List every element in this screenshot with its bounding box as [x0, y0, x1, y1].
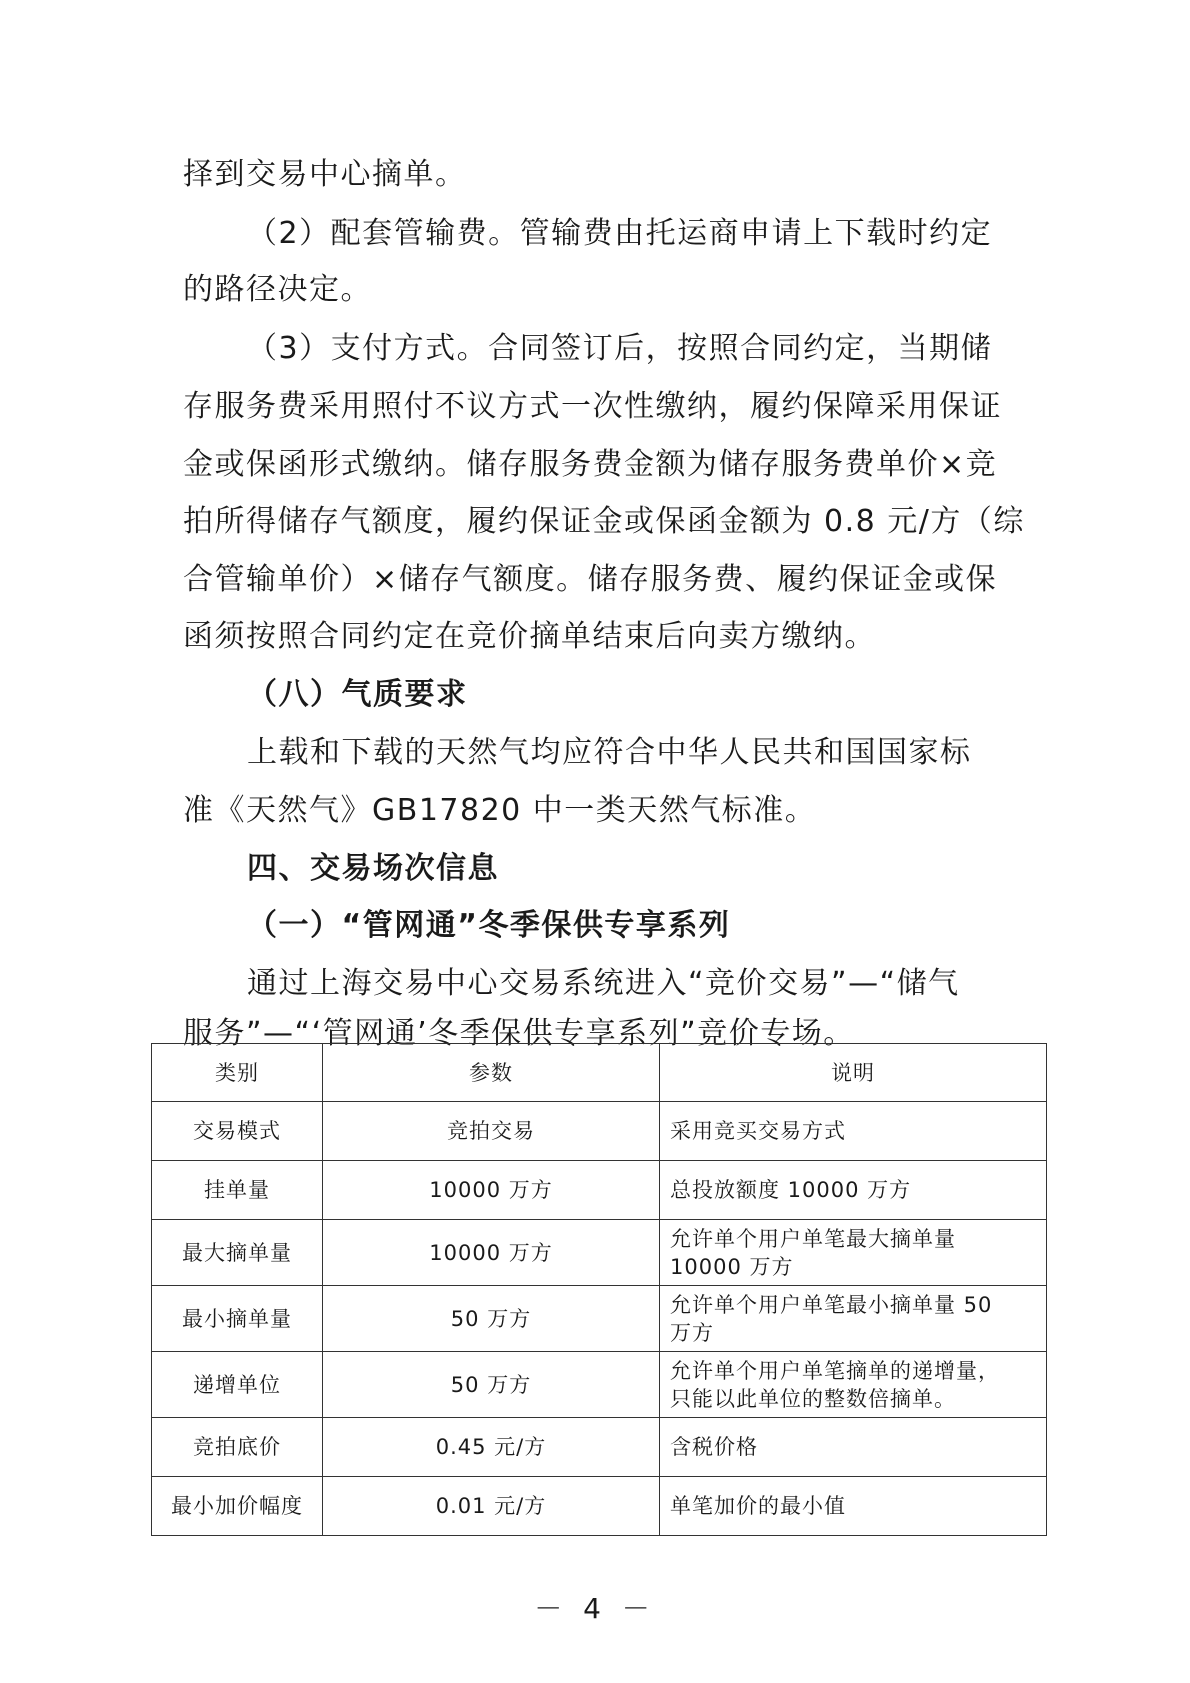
header-description: 说明	[660, 1044, 1047, 1102]
paragraph-line: 函须按照合同约定在竞价摘单结束后向卖方缴纳。	[183, 619, 876, 654]
trading-parameters-table	[151, 1043, 1047, 1536]
paragraph-line: 上载和下载的天然气均应符合中华人民共和国国家标	[247, 735, 972, 770]
row-parameter: 50 万方	[323, 1286, 660, 1352]
table-row	[152, 1161, 1047, 1220]
paragraph-line: （3）支付方式。合同签订后，按照合同约定，当期储	[247, 331, 993, 366]
row-category: 递增单位	[152, 1352, 323, 1418]
row-description	[660, 1352, 1047, 1418]
description-line: 只能以此单位的整数倍摘单。	[670, 1386, 956, 1411]
paragraph-line: 择到交易中心摘单。	[183, 157, 467, 192]
header-category: 类别	[152, 1044, 323, 1102]
paragraph-line: 准《天然气》GB17820 中一类天然气标准。	[183, 793, 817, 828]
paragraph-line: 金或保函形式缴纳。储存服务费金额为储存服务费单价×竞	[183, 447, 998, 482]
row-category: 挂单量	[152, 1161, 323, 1220]
description-line: 万方	[670, 1320, 714, 1345]
row-category: 最小摘单量	[152, 1286, 323, 1352]
section-heading: 四、交易场次信息	[247, 851, 499, 886]
row-category: 交易模式	[152, 1102, 323, 1161]
description-line: 允许单个用户单笔摘单的递增量，	[670, 1358, 1000, 1383]
table-row	[152, 1102, 1047, 1161]
description-line: 10000 万方	[670, 1254, 794, 1279]
row-category: 最小加价幅度	[152, 1477, 323, 1536]
description-line: 允许单个用户单笔最大摘单量	[670, 1226, 956, 1251]
row-description	[660, 1477, 1047, 1536]
row-description	[660, 1418, 1047, 1477]
paragraph-line: 合管输单价）×储存气额度。储存服务费、履约保证金或保	[183, 562, 998, 597]
paragraph-line: 拍所得储存气额度，履约保证金或保函金额为 0.8 元/方（综	[183, 504, 1025, 539]
description-line: 总投放额度 10000 万方	[670, 1178, 912, 1202]
page-number: － 4 －	[534, 1592, 656, 1625]
table-row	[152, 1352, 1047, 1418]
row-parameter: 50 万方	[323, 1352, 660, 1418]
row-parameter: 10000 万方	[323, 1220, 660, 1286]
table-row	[152, 1286, 1047, 1352]
description-line: 单笔加价的最小值	[670, 1494, 846, 1518]
row-parameter: 竞拍交易	[323, 1102, 660, 1161]
table-header-row	[152, 1044, 1047, 1102]
row-description	[660, 1161, 1047, 1220]
paragraph-line: （2）配套管输费。管输费由托运商申请上下载时约定	[247, 216, 993, 251]
description-line: 允许单个用户单笔最小摘单量 50	[670, 1292, 993, 1317]
paragraph-line: 的路径决定。	[183, 272, 372, 307]
section-heading: （一）“管网通”冬季保供专享系列	[247, 908, 731, 943]
row-parameter: 10000 万方	[323, 1161, 660, 1220]
row-description	[660, 1286, 1047, 1352]
row-description	[660, 1220, 1047, 1286]
description-line: 含税价格	[670, 1435, 758, 1459]
paragraph-line: 通过上海交易中心交易系统进入“竞价交易”—“储气	[247, 966, 960, 1001]
row-category: 竞拍底价	[152, 1418, 323, 1477]
paragraph-line: 存服务费采用照付不议方式一次性缴纳，履约保障采用保证	[183, 389, 1002, 424]
table-row	[152, 1418, 1047, 1477]
header-parameter: 参数	[323, 1044, 660, 1102]
table-row	[152, 1477, 1047, 1536]
table-body	[152, 1102, 1047, 1536]
row-description	[660, 1102, 1047, 1161]
paragraph-line: 服务”—“‘管网通’冬季保供专享系列”竞价专场。	[183, 1016, 855, 1051]
description-line: 采用竞买交易方式	[670, 1119, 846, 1143]
table-row	[152, 1220, 1047, 1286]
section-heading: （八）气质要求	[247, 677, 468, 712]
row-category: 最大摘单量	[152, 1220, 323, 1286]
row-parameter: 0.45 元/方	[323, 1418, 660, 1477]
row-parameter: 0.01 元/方	[323, 1477, 660, 1536]
